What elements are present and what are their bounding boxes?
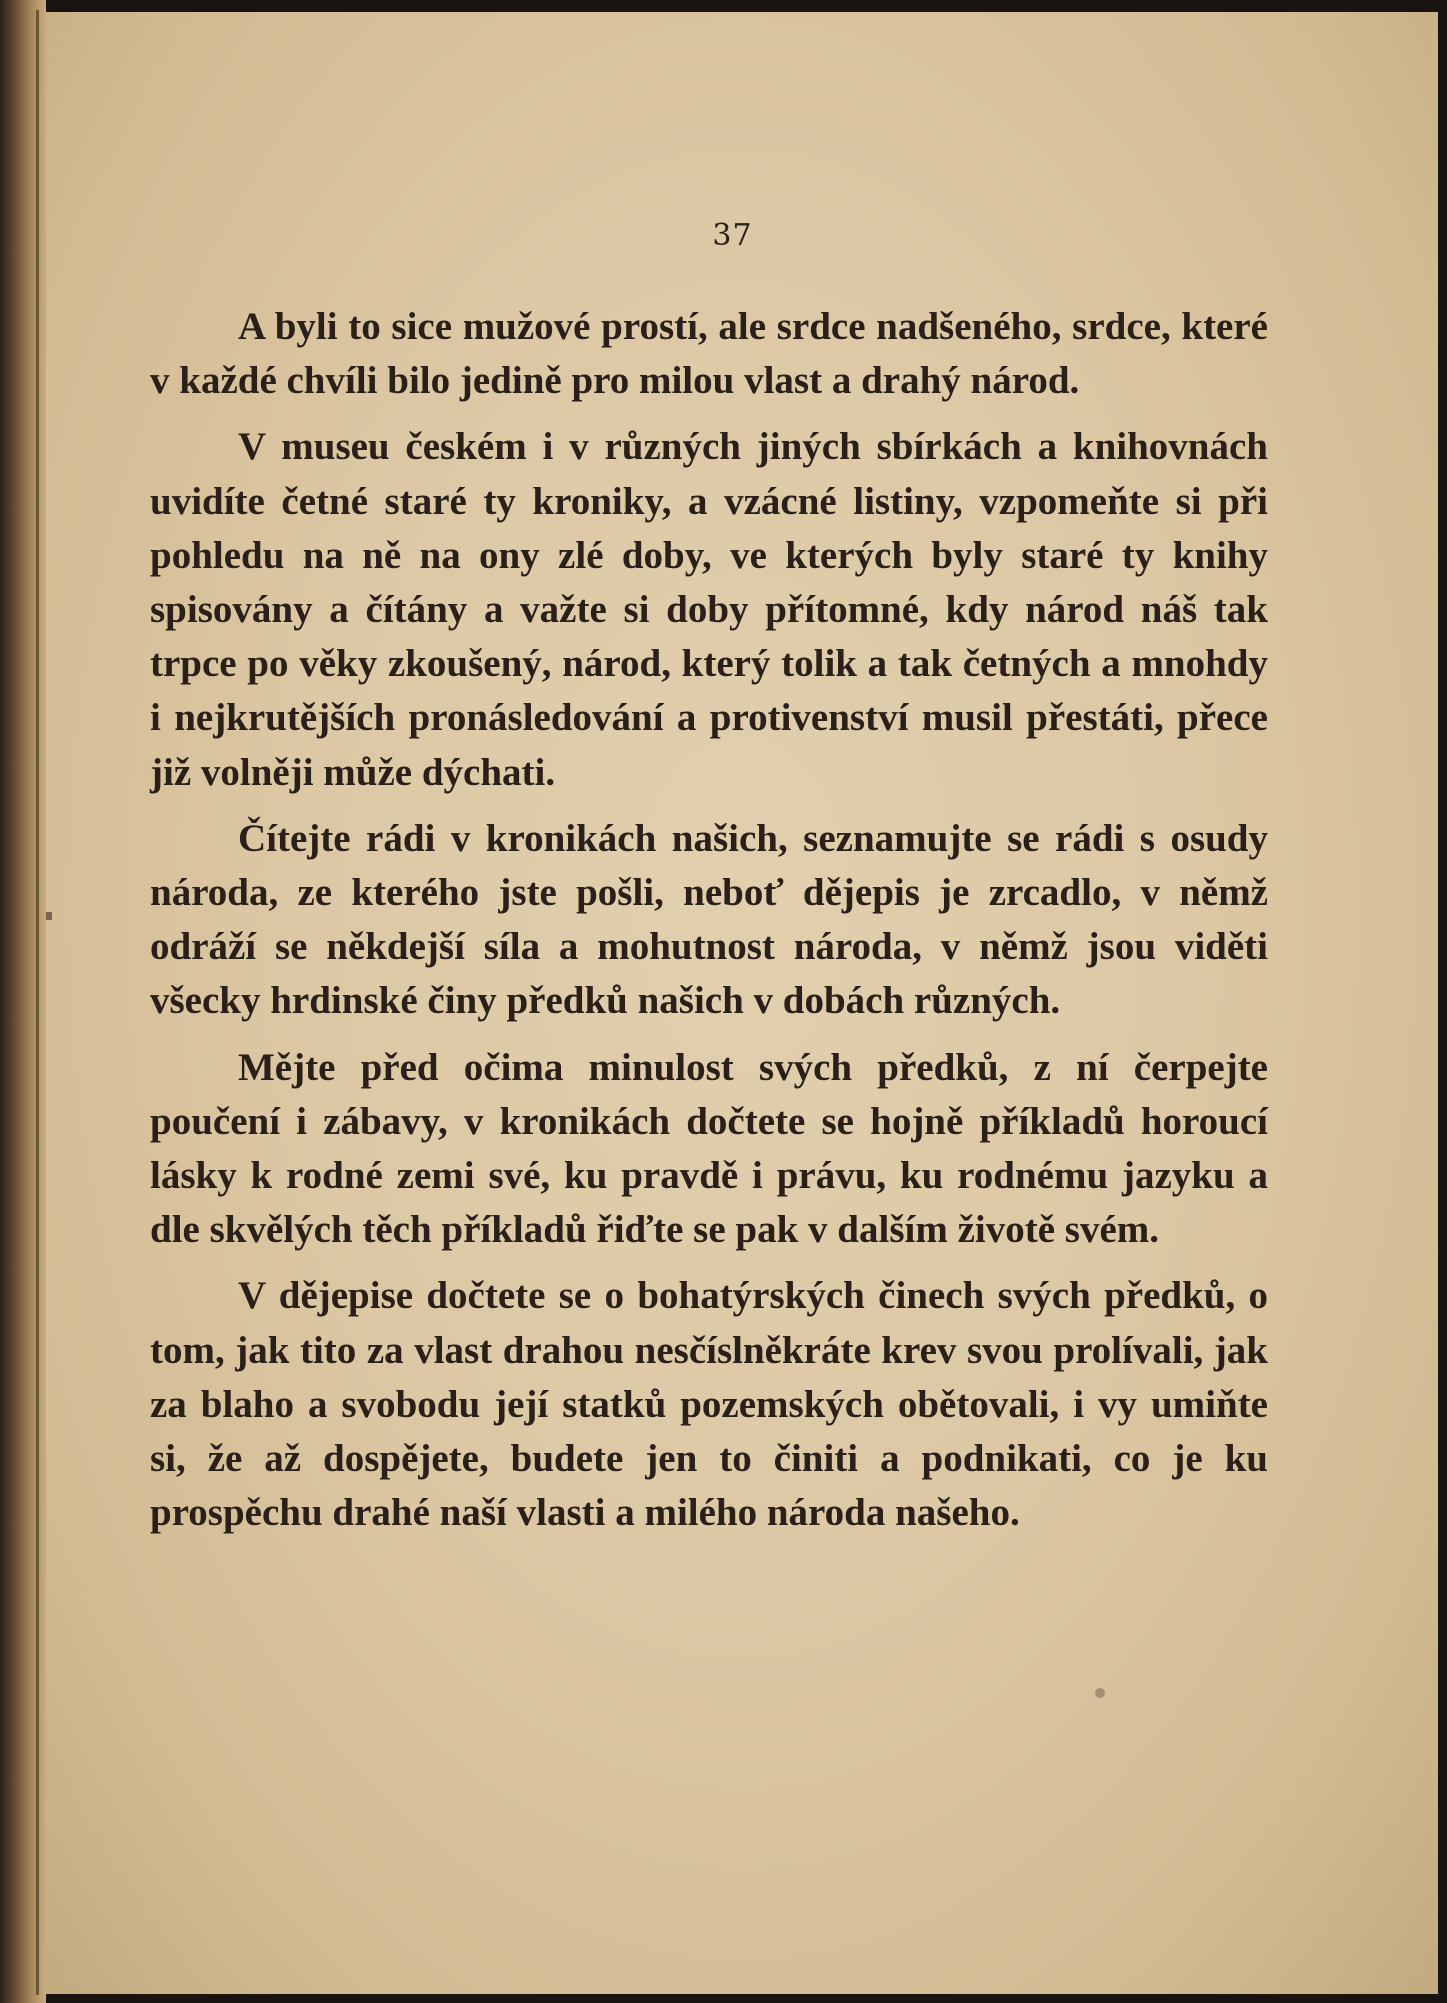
page-number: 37 — [712, 218, 753, 253]
margin-mark — [46, 912, 52, 920]
page-text-block — [150, 300, 1268, 1540]
book-spine-edge — [0, 0, 46, 2003]
paragraph-5: V dějepise dočtete se o bohatýrských činech svých předků, o tom, jak tito za vlast drahou nesčíslněkráte krev svou prolívali, jak za blaho a svobodu její statků pozemských obětovali, i vy umiňte si, že až dospějete, budete jen to činiti a podnikati, co je ku prospěchu drahé naší vlasti a milého národa našeho. — [150, 1274, 1268, 1535]
ink-blemish — [1095, 1688, 1105, 1698]
paragraph-3: Čítejte rádi v kronikách našich, seznamujte se rádi s osudy národa, ze kterého jste pošli, neboť dějepis je zrcadlo, v němž odráží se někdejší síla a mohutnost národa, v němž jsou viděti všecky hrdinské činy předků našich v dobách různých. — [150, 816, 1268, 1023]
paragraph-2: V museu českém i v různých jiných sbírkách a knihovnách uvidíte četné staré ty kroniky, a vzácné listiny, vzpomeňte si při pohledu na ně na ony zlé doby, ve kterých byly staré ty knihy spisovány a čítány a važte si doby přítomné, kdy národ náš tak trpce po věky zkoušený, národ, který tolik a tak četných a mnohdy i nejkrutějších pronásledování a protivenství musil přestáti, přece již volněji může dýchati. — [150, 425, 1268, 794]
book-page — [46, 12, 1438, 1994]
spine-shadow-line — [36, 10, 39, 1995]
paragraph-4: Mějte před očima minulost svých předků, z ní čerpejte poučení i zábavy, v kronikách dočtete se hojně příkladů horoucí lásky k rodné zemi své, ku pravdě i právu, ku rodnému jazyku a dle skvělých těch příkladů řiďte se pak v dalším životě svém. — [150, 1045, 1268, 1252]
paragraph-1: A byli to sice mužové prostí, ale srdce nadšeného, srdce, které v každé chvíli bilo jedině pro milou vlast a drahý národ. — [150, 305, 1268, 403]
